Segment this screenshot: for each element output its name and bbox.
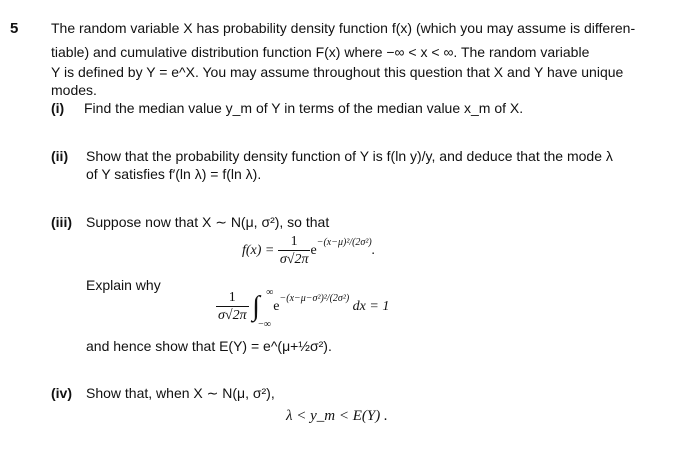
- pdf-equation: [242, 234, 375, 268]
- integral-exponent: −(x−μ−σ²)²/(2σ²): [279, 293, 350, 305]
- intro-line-2: tiable) and cumulative distribution function F(x) where −∞ < x < ∞. The random variable: [51, 44, 590, 60]
- integral-lower-limit: −∞: [258, 319, 271, 330]
- part-ii-text-2: of Y satisfies f′(ln λ) = f(ln λ).: [86, 166, 262, 182]
- part-iv-label: (iv): [51, 385, 72, 401]
- integral-dx: dx = 1: [352, 299, 390, 314]
- intro-line-4: modes.: [51, 82, 97, 98]
- pdf-lhs: f(x) =: [242, 243, 275, 258]
- part-i-text: Find the median value y_m of Y in terms of the median value x_m of X.: [84, 100, 524, 116]
- integral-frac-num: 1: [228, 290, 236, 305]
- question-number: 5: [10, 20, 19, 37]
- part-i-label: (i): [51, 100, 65, 116]
- pdf-exponent: −(x−μ)²/(2σ²): [316, 237, 372, 249]
- part-ii: [51, 148, 613, 164]
- pdf-frac-num: 1: [290, 234, 298, 249]
- pdf-fraction: [278, 234, 311, 268]
- inequality-result: λ < y_m < E(Y) .: [286, 408, 388, 424]
- pdf-frac-den: σ√2π: [279, 252, 309, 267]
- intro-line-1: The random variable X has probability density function f(x) (which you may assume is differen-: [51, 20, 636, 36]
- intro-line-3: Y is defined by Y = e^X. You may assume throughout this question that X and Y have unique: [51, 64, 624, 80]
- conclusion-text: and hence show that E(Y) = e^(μ+½σ²).: [86, 338, 332, 354]
- part-iv-text: Show that, when X ∼ N(μ, σ²),: [86, 385, 275, 401]
- part-iii-text: Suppose now that X ∼ N(μ, σ²), so that: [86, 214, 330, 230]
- integral-fraction: [216, 290, 249, 324]
- pdf-exp-base: e: [310, 243, 317, 258]
- integral-equation: [216, 287, 390, 330]
- integral-frac-den: σ√2π: [218, 308, 247, 323]
- part-iii-label: (iii): [51, 214, 72, 230]
- part-iii: [51, 214, 329, 231]
- integral-exp-base: e: [273, 299, 280, 314]
- pdf-end: .: [371, 243, 376, 258]
- part-ii-label: (ii): [51, 148, 69, 164]
- integral-sign: ∫ ∞ −∞: [252, 287, 274, 330]
- part-iv: [51, 385, 275, 402]
- part-i: [51, 100, 523, 116]
- integral-upper-limit: ∞: [266, 287, 274, 298]
- part-ii-text-1: Show that the probability density function of Y is f(ln y)/y, and deduce that the mode λ: [86, 148, 613, 164]
- explain-text: Explain why: [86, 277, 161, 293]
